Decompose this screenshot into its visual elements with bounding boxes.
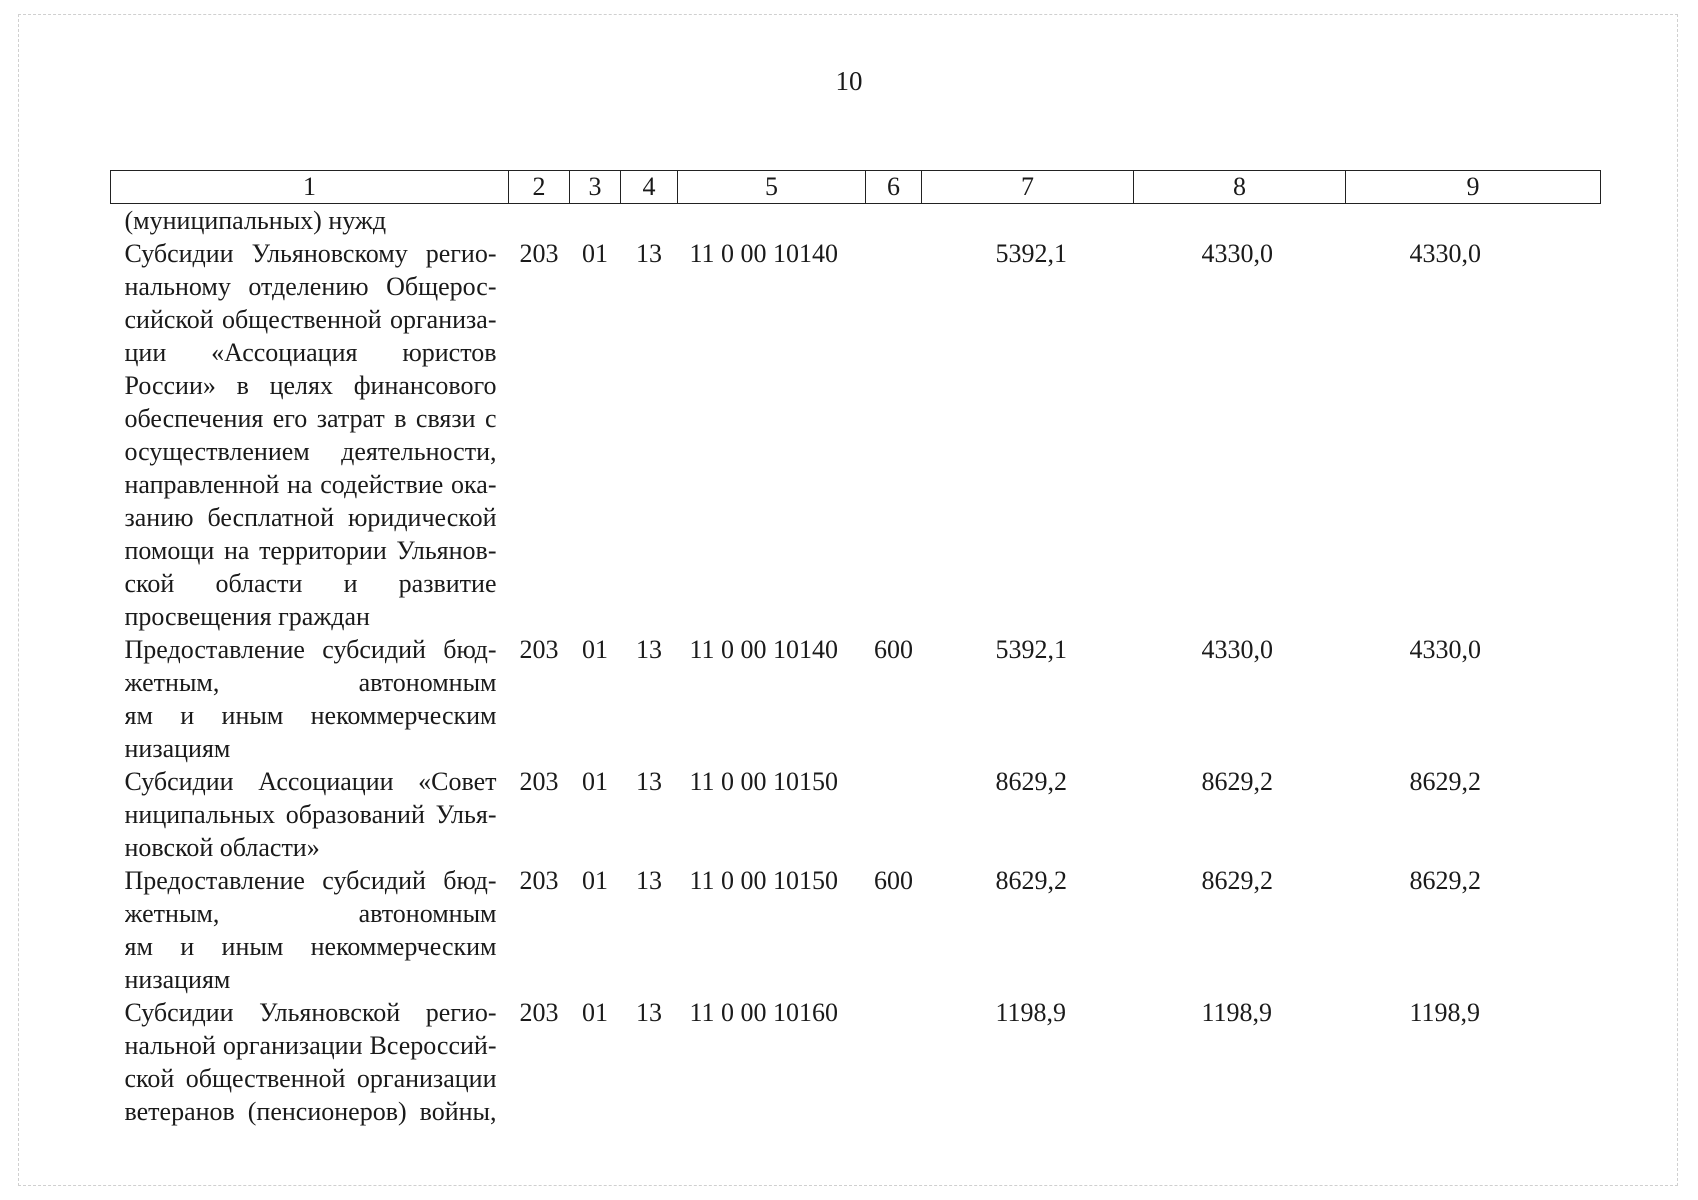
row-description [111, 633, 509, 765]
description-line: сийской общественной организа- [124, 305, 497, 334]
budget-table [110, 170, 1601, 1128]
column-header: 7 [922, 171, 1134, 204]
cell-col8: 8629,2 [1201, 866, 1273, 895]
description-line: Субсидии Ульяновскому регио- [124, 239, 497, 268]
description-line: ской общественной организации [124, 1064, 497, 1093]
cell-col6: 600 [874, 866, 913, 895]
cell-col4: 13 [636, 635, 662, 664]
table-row [111, 996, 1601, 1128]
table-row [111, 864, 1601, 996]
cell-col3 [570, 204, 621, 238]
table-row [111, 633, 1601, 765]
description-line: жетным, автономным [124, 668, 497, 697]
row-description [111, 864, 509, 996]
description-line: просвещения граждан [124, 602, 370, 631]
description-line: (муниципальных) нужд [124, 206, 387, 235]
description-line: ниципальных образований Улья- [124, 800, 497, 829]
cell-col7: 8629,2 [995, 767, 1067, 796]
description-line: Предоставление субсидий бюд- [124, 635, 497, 664]
table-row [111, 204, 1601, 238]
row-description [111, 996, 509, 1128]
description-line: Предоставление субсидий бюд- [124, 866, 497, 895]
cell-col3: 01 [582, 767, 608, 796]
table-row [111, 237, 1601, 633]
cell-col3: 01 [582, 998, 608, 1027]
cell-col2: 203 [519, 767, 559, 796]
table-header-row [111, 171, 1601, 204]
cell-col7: 5392,1 [995, 239, 1067, 268]
cell-col6 [866, 765, 922, 864]
page-number: 10 [835, 66, 863, 96]
cell-col8: 1198,9 [1201, 998, 1273, 1027]
cell-col4: 13 [636, 866, 662, 895]
cell-col3: 01 [582, 239, 608, 268]
column-header: 1 [111, 171, 509, 204]
description-line: ветеранов (пенсионеров) войны, [124, 1097, 497, 1126]
cell-col9: 1198,9 [1409, 998, 1481, 1027]
cell-col5: 11 0 00 10150 [689, 767, 839, 796]
description-line: ции «Ассоциация юристов [124, 338, 497, 367]
cell-col7: 5392,1 [995, 635, 1067, 664]
description-line: жетным, автономным [124, 899, 497, 928]
description-line: обеспечения его затрат в связи с [124, 404, 497, 433]
description-line: нальной организации Всероссий- [124, 1031, 497, 1060]
column-header: 2 [509, 171, 570, 204]
description-line: ской области и развитие [124, 569, 497, 598]
cell-col6 [866, 996, 922, 1128]
cell-col9: 4330,0 [1409, 239, 1481, 268]
description-line: осуществлением деятельности, [124, 437, 497, 466]
cell-col5: 11 0 00 10140 [689, 635, 839, 664]
description-line: России» в целях финансового [124, 371, 497, 400]
cell-col2: 203 [519, 866, 559, 895]
cell-col2: 203 [519, 635, 559, 664]
cell-col9 [1346, 204, 1601, 238]
cell-col7: 1198,9 [995, 998, 1067, 1027]
cell-col7 [922, 204, 1134, 238]
description-line: помощи на территории Ульянов- [124, 536, 497, 565]
description-line: ям и иным некоммерческим [124, 701, 497, 730]
description-line: новской области» [124, 833, 320, 862]
cell-col2: 203 [519, 998, 559, 1027]
row-description [111, 204, 509, 238]
table-row [111, 765, 1601, 864]
cell-col2: 203 [519, 239, 559, 268]
column-header: 5 [678, 171, 866, 204]
column-header: 3 [570, 171, 621, 204]
cell-col8: 4330,0 [1201, 635, 1273, 664]
description-line: нальному отделению Общерос- [124, 272, 497, 301]
description-line: ям и иным некоммерческим [124, 932, 497, 961]
column-header: 9 [1346, 171, 1601, 204]
cell-col4: 13 [636, 767, 662, 796]
row-description [111, 237, 509, 633]
cell-col2 [509, 204, 570, 238]
description-line: Субсидии Ассоциации «Совет [124, 767, 497, 796]
cell-col5: 11 0 00 10160 [689, 998, 839, 1027]
cell-col3: 01 [582, 866, 608, 895]
cell-col5: 11 0 00 10140 [689, 239, 839, 268]
column-header: 8 [1134, 171, 1346, 204]
cell-col9: 8629,2 [1409, 866, 1481, 895]
row-description [111, 765, 509, 864]
cell-col8 [1134, 204, 1346, 238]
cell-col7: 8629,2 [995, 866, 1067, 895]
cell-col8: 8629,2 [1201, 767, 1273, 796]
cell-col6 [866, 237, 922, 633]
cell-col4: 13 [636, 239, 662, 268]
column-header: 4 [621, 171, 678, 204]
cell-col6 [866, 204, 922, 238]
description-line: занию бесплатной юридической [124, 503, 497, 532]
cell-col9: 4330,0 [1409, 635, 1481, 664]
cell-col8: 4330,0 [1201, 239, 1273, 268]
cell-col5: 11 0 00 10150 [689, 866, 839, 895]
cell-col3: 01 [582, 635, 608, 664]
description-line: низациям [124, 965, 231, 994]
cell-col6: 600 [874, 635, 913, 664]
cell-col4 [621, 204, 678, 238]
cell-col4: 13 [636, 998, 662, 1027]
description-line: Субсидии Ульяновской регио- [124, 998, 497, 1027]
column-header: 6 [866, 171, 922, 204]
description-line: направленной на содействие ока- [124, 470, 497, 499]
description-line: низациям [124, 734, 231, 763]
cell-col9: 8629,2 [1409, 767, 1481, 796]
cell-col5 [678, 204, 866, 238]
